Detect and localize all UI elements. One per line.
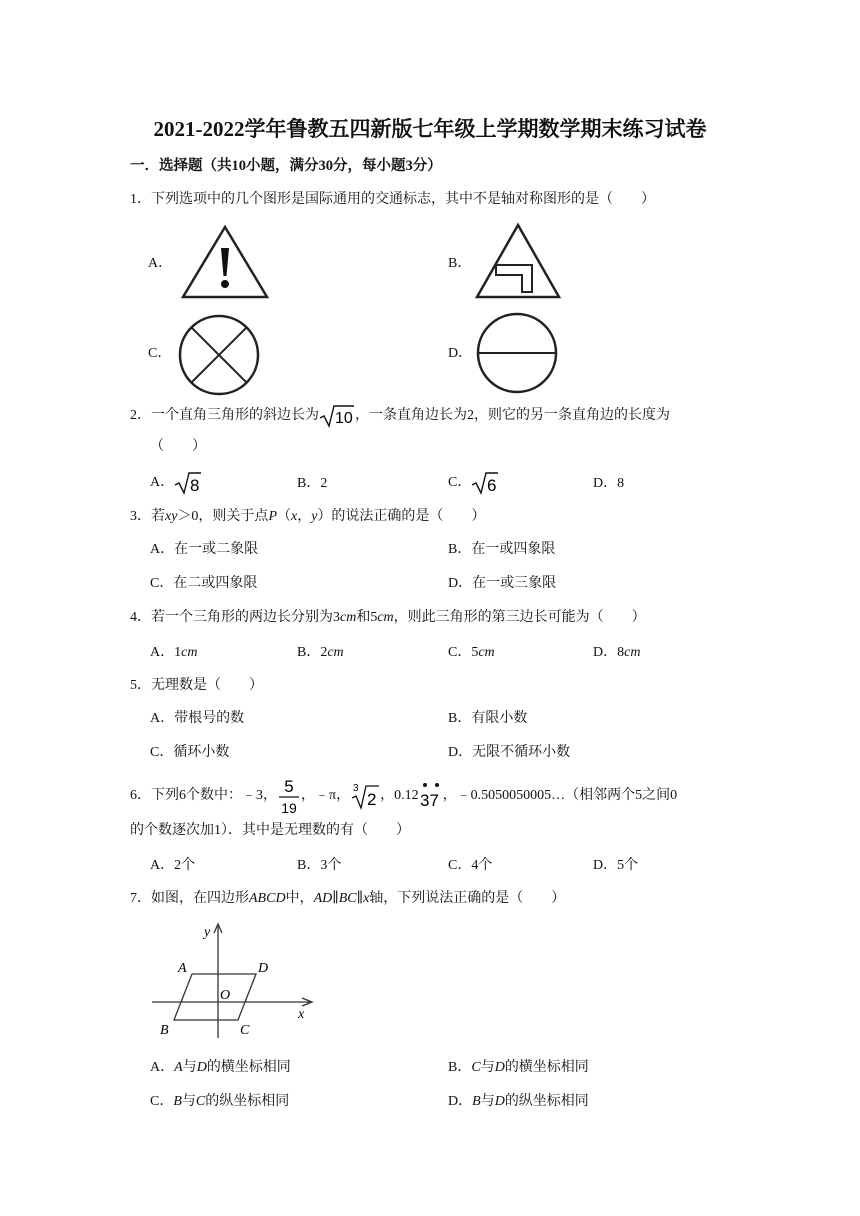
svg-text:3: 3: [353, 783, 359, 794]
q4-stem: 4．若一个三角形的两边长分别为3cm和5cm，则此三角形的第三边长可能为（ ）: [130, 610, 646, 625]
fig-label-b: B: [160, 1023, 169, 1038]
q7-stem: 7．如图，在四边形ABCD中，AD∥BC∥x轴，下列说法正确的是（ ）: [130, 891, 566, 906]
q6-option-d: D．5个: [593, 858, 639, 873]
no-stopping-sign-figure: [176, 312, 262, 398]
fig-label-x: x: [298, 1007, 305, 1022]
svg-text:5: 5: [284, 777, 294, 796]
fig-label-c: C: [240, 1023, 250, 1038]
repeating-digits-37: [419, 775, 443, 817]
q2-option-c: C． 6: [448, 471, 499, 495]
warning-sign-figure: [180, 224, 270, 300]
fig-label-o: O: [220, 988, 231, 1003]
q4-option-d: D．8cm: [593, 645, 641, 660]
fig-label-a: A: [178, 961, 187, 976]
q5-option-a: A．带根号的数: [150, 711, 245, 726]
q6-option-a: A．2个: [150, 858, 196, 873]
q1-option-a-label: A．: [148, 256, 173, 271]
svg-text:6: 6: [487, 476, 497, 495]
q4-option-c: C．5cm: [448, 645, 495, 660]
fig-label-y: y: [204, 925, 211, 940]
q4-option-b: B．2cm: [297, 645, 344, 660]
q6-option-b: B．3个: [297, 858, 342, 873]
q6-stem: 6．下列6个数中：﹣3， 5 19 ，﹣π， 3 2 ，0.12 37 ，﹣0.5050050005…（相邻两个5之间0: [130, 777, 678, 816]
q2-stem-cont: （ ）: [150, 439, 206, 454]
q5-option-d: D．无限不循环小数: [448, 745, 571, 760]
q3-option-a: A．在一或二象限: [150, 542, 259, 557]
svg-text:2: 2: [367, 790, 377, 809]
fraction-5-19: [277, 775, 301, 817]
q3-option-d: D．在一或三象限: [448, 576, 557, 591]
q3-option-c: C．在二或四象限: [150, 576, 258, 591]
q5-stem: 5．无理数是（ ）: [130, 678, 263, 693]
q7-option-a: A．A与D的横坐标相同: [150, 1060, 291, 1075]
cube-root-2: [350, 775, 380, 817]
q2-option-a: A． 8: [150, 471, 202, 495]
q3-option-b: B．在一或四象限: [448, 542, 556, 557]
page-title: 2021-2022学年鲁教五四新版七年级上学期数学期末练习试卷: [153, 117, 707, 141]
svg-text:10: 10: [335, 410, 353, 427]
sqrt-8: [174, 471, 202, 495]
q6-stem-cont: 的个数逐次加1）．其中是无理数的有（ ）: [130, 823, 410, 838]
section-heading: 一．选择题（共10小题，满分30分，每小题3分）: [130, 158, 442, 174]
coordinate-figure: [148, 920, 316, 1042]
q1-option-d-label: D．: [448, 346, 473, 361]
q3-stem: 3．若xy＞0，则关于点P（x，y）的说法正确的是（ ）: [130, 509, 486, 524]
q2-option-b: B．2: [297, 476, 328, 491]
q7-option-c: C．B与C的纵坐标相同: [150, 1094, 290, 1109]
svg-text:19: 19: [281, 800, 297, 816]
svg-text:37: 37: [419, 791, 439, 810]
q2-option-d: D．8: [593, 476, 625, 491]
sqrt-10: [319, 404, 355, 428]
t-junction-sign-figure: [474, 222, 562, 300]
q6-option-c: C．4个: [448, 858, 493, 873]
q7-option-d: D．B与D的纵坐标相同: [448, 1094, 589, 1109]
svg-text:8: 8: [190, 476, 200, 495]
q7-option-b: B．C与D的横坐标相同: [448, 1060, 589, 1075]
q1-option-b-label: B．: [448, 256, 472, 271]
q5-option-b: B．有限小数: [448, 711, 528, 726]
fig-label-d: D: [258, 961, 269, 976]
no-entry-sign-figure: [474, 310, 560, 396]
q1-stem: 1．下列选项中的几个图形是国际通用的交通标志，其中不是轴对称图形的是（ ）: [130, 192, 655, 207]
q5-option-c: C．循环小数: [150, 745, 230, 760]
q4-option-a: A．1cm: [150, 645, 198, 660]
sqrt-6: [471, 471, 499, 495]
q2-stem: 2．一个直角三角形的斜边长为 10 ，一条直角边长为2，则它的另一条直角边的长度为: [130, 404, 670, 428]
q1-option-c-label: C．: [148, 346, 172, 361]
